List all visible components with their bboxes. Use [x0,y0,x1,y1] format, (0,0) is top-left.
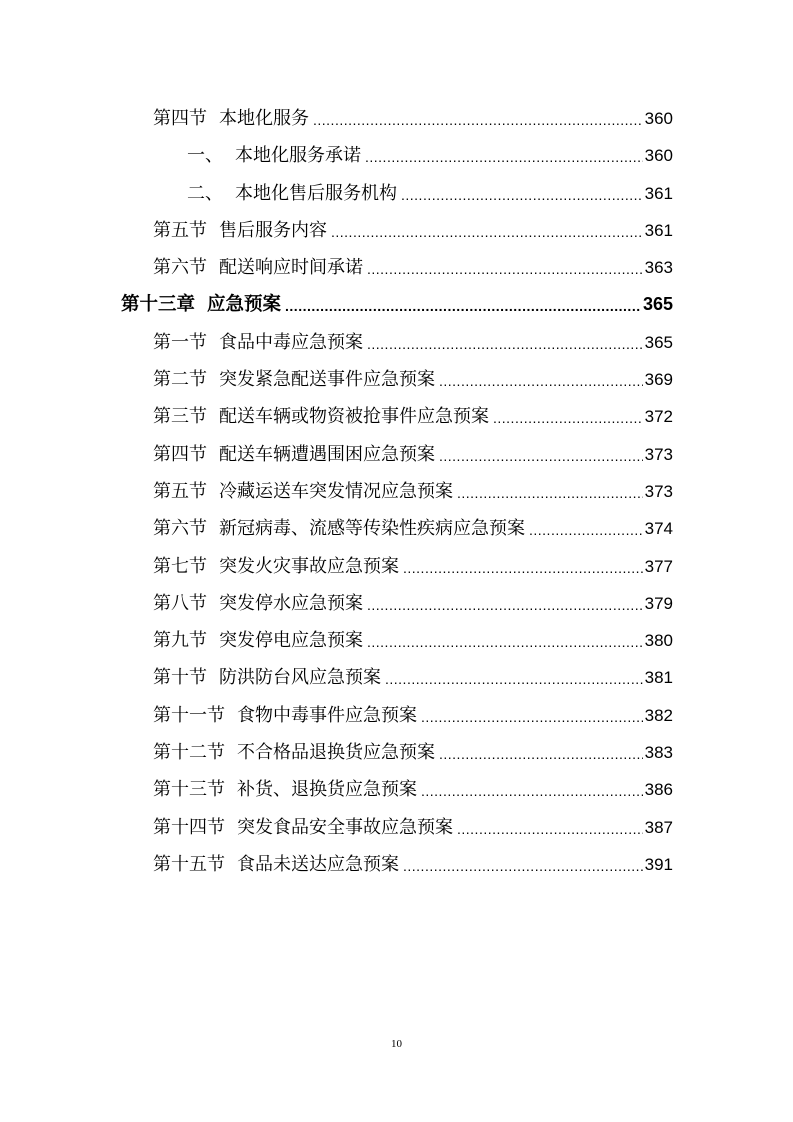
toc-entry-page: 373 [644,481,673,501]
toc-entry-text: 配送车辆或物资被抢事件应急预案 [219,406,489,428]
toc-entry-page: 379 [644,593,673,613]
toc-entry-text: 应急预案 [207,294,282,316]
toc-entry-page: 365 [644,332,673,352]
toc-entry-title [153,398,489,435]
page-number: 10 [391,1038,402,1050]
toc-entry-title [153,734,435,771]
toc-entry-title [121,286,281,323]
toc-entry[interactable] [0,324,793,361]
toc-entry-title [153,622,363,659]
toc-leader-dots [313,102,643,139]
toc-entry-text: 突发停电应急预案 [219,630,363,652]
toc-leader-dots [439,438,643,475]
toc-entry-number: 一、 [187,145,223,167]
toc-entry-text: 不合格品退换货应急预案 [237,742,435,764]
toc-leader-dots [367,251,643,288]
toc-entry-page: 361 [644,220,673,240]
toc-entry-number: 第八节 [153,592,207,614]
toc-entry[interactable] [0,137,793,174]
toc-leader-dots [403,550,643,587]
toc-entry-page: 374 [644,519,673,539]
toc-entry-title [153,771,417,808]
toc-entry-title [153,697,417,734]
toc-entry-page: 380 [644,631,673,651]
toc-entry-title [153,436,435,473]
toc-entry[interactable] [0,548,793,585]
toc-entry[interactable] [0,734,793,771]
toc-entry[interactable] [0,622,793,659]
toc-entry-title [187,137,361,174]
toc-entry[interactable] [0,361,793,398]
toc-entry-title [187,175,397,212]
toc-entry-text: 新冠病毒、流感等传染性疾病应急预案 [219,518,525,540]
toc-leader-dots [457,811,643,848]
toc-entry-text: 食品未送达应急预案 [237,853,399,875]
toc-entry[interactable] [0,398,793,435]
toc-leader-dots [439,736,643,773]
toc-entry-number: 第十四节 [153,816,225,838]
toc-leader-dots [401,177,643,214]
toc-entry-number: 第七节 [153,555,207,577]
toc-entry-number: 第四节 [153,108,207,129]
toc-entry-page: 387 [644,817,673,837]
toc-entry-page: 377 [644,556,673,576]
toc-entry-page: 369 [644,370,673,390]
toc-leader-dots [285,288,641,325]
toc-entry-number: 第四节 [153,443,207,465]
toc-entry-text: 突发食品安全事故应急预案 [237,816,453,838]
toc-entry-title [153,510,525,547]
toc-entry-page: 383 [644,743,673,763]
toc-leader-dots [457,475,643,512]
toc-entry-page: 373 [644,444,673,464]
toc-entry-title [153,809,453,846]
toc-entry-number: 第十三节 [153,779,225,801]
toc-entry-number: 第十一节 [153,704,225,726]
toc-entry[interactable] [0,771,793,808]
toc-entry-number: 第十三章 [121,294,196,316]
toc-leader-dots [529,512,643,549]
toc-entry-title [153,585,363,622]
toc-entry-title [153,249,363,286]
table-of-contents [0,100,793,883]
toc-entry-page: 360 [644,109,673,128]
toc-entry-page: 372 [644,407,673,427]
toc-entry-page: 386 [644,780,673,800]
toc-entry-title [153,659,381,696]
toc-entry-number: 第五节 [153,480,207,502]
toc-entry-number: 第十五节 [153,853,225,875]
toc-entry-text: 突发停水应急预案 [219,592,363,614]
toc-entry[interactable] [0,473,793,510]
toc-entry-title [153,548,399,585]
toc-leader-dots [439,363,643,400]
toc-entry-text: 本地化售后服务机构 [235,182,397,204]
toc-entry-page: 360 [644,146,673,166]
toc-entry-number: 第十节 [153,667,207,689]
toc-entry-title [153,100,309,137]
toc-entry-text: 突发火灾事故应急预案 [219,555,399,577]
toc-entry-text: 本地化服务承诺 [235,145,361,167]
toc-entry[interactable] [0,846,793,883]
toc-leader-dots [403,848,643,885]
toc-entry[interactable] [0,510,793,547]
toc-entry-number: 第一节 [153,331,207,353]
toc-leader-dots [421,773,643,810]
toc-entry-page: 382 [644,705,673,725]
toc-entry-page: 391 [644,854,673,874]
toc-entry[interactable] [0,249,793,286]
toc-leader-dots [421,699,643,736]
toc-entry-number: 第五节 [153,219,207,241]
toc-entry-text: 突发紧急配送事件应急预案 [219,369,435,391]
toc-entry[interactable] [0,659,793,696]
toc-entry-text: 售后服务内容 [219,219,327,241]
toc-entry-page: 361 [644,183,673,203]
toc-entry-number: 第三节 [153,406,207,428]
toc-entry-title [153,212,327,249]
toc-entry-text: 食物中毒事件应急预案 [237,704,417,726]
toc-leader-dots [367,624,643,661]
toc-entry-number: 第二节 [153,369,207,391]
toc-entry-number: 第六节 [153,518,207,540]
toc-entry-title [153,324,363,361]
toc-entry[interactable] [0,436,793,473]
toc-entry-title [153,361,435,398]
toc-entry-number: 第九节 [153,630,207,652]
toc-entry-text: 补货、退换货应急预案 [237,779,417,801]
toc-leader-dots [367,587,643,624]
toc-leader-dots [365,139,643,176]
toc-entry-title [153,473,453,510]
toc-entry[interactable] [0,809,793,846]
toc-leader-dots [331,214,643,251]
toc-entry-text: 冷藏运送车突发情况应急预案 [219,480,453,502]
toc-entry-number: 二、 [187,182,223,204]
toc-leader-dots [493,400,643,437]
toc-entry-number: 第十二节 [153,742,225,764]
toc-entry-title [153,846,399,883]
toc-entry-number: 第六节 [153,257,207,279]
toc-entry-text: 配送车辆遭遇围困应急预案 [219,443,435,465]
toc-entry[interactable] [0,100,793,137]
toc-entry-page: 363 [644,258,673,278]
toc-entry-page: 365 [642,294,673,315]
toc-entry[interactable] [0,212,793,249]
toc-entry-text: 配送响应时间承诺 [219,257,363,279]
toc-entry[interactable] [0,697,793,734]
toc-entry[interactable] [0,585,793,622]
toc-entry-page: 381 [644,668,673,688]
toc-entry-text: 食品中毒应急预案 [219,331,363,353]
toc-entry[interactable] [0,175,793,212]
toc-chapter-entry[interactable] [0,286,793,323]
toc-entry-text: 防洪防台风应急预案 [219,667,381,689]
toc-leader-dots [385,661,643,698]
toc-entry-text: 本地化服务 [219,108,309,129]
toc-leader-dots [367,326,643,363]
